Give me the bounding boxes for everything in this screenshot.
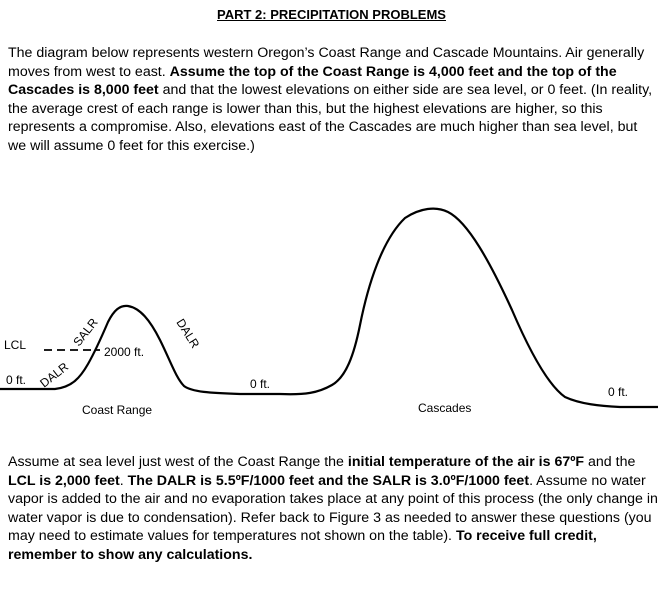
dalr-right-label: DALR	[173, 316, 203, 351]
elevation-2000-label: 2000 ft.	[104, 345, 145, 359]
dalr-left-label: DALR	[37, 359, 72, 391]
paragraph1-run: and that the lowest elevations on either side are sea level, or 0 feet. (In reality, the average crest of each range is lower than this, but the highest elevations are higher, so this represents a compromise. Also, elevations east of the Cascades are much higher than sea level, but we will assume 0 feet for this exercise.)	[8, 82, 653, 154]
zero-ft-middle-label: 0 ft.	[250, 377, 271, 391]
section-heading: PART 2: PRECIPITATION PROBLEMS	[217, 7, 446, 22]
paragraph2-run: LCL is 2,000 feet	[8, 472, 120, 489]
paragraph2-run: Assume at sea level just west of the Coast Range the	[8, 454, 348, 470]
cascades-label: Cascades	[418, 401, 472, 415]
instructions-paragraph	[8, 453, 658, 564]
paragraph1-run: The diagram below represents western Oregon’s Coast Range and Cascade Mountains. Air generally moves from west to east.	[8, 45, 645, 80]
intro-paragraph	[8, 44, 658, 155]
mountain-diagram	[0, 200, 663, 425]
salr-label: SALR	[70, 315, 101, 349]
paragraph2-run: .	[119, 472, 128, 489]
paragraph2-run: To receive full credit, remember to show any calculations.	[8, 528, 597, 563]
lcl-label: LCL	[4, 338, 27, 352]
paragraph2-run: initial temperature of the air is 67ºF	[347, 454, 585, 470]
paragraph2-run: and the	[584, 454, 636, 470]
paragraph1-run: Assume the top of the Coast Range is 4,000 feet and the top of the Cascades is 8,000 feet	[8, 63, 617, 98]
coast-range-label: Coast Range	[82, 403, 153, 417]
zero-ft-right-label: 0 ft.	[608, 385, 629, 399]
paragraph2-run: . Assume no water vapor is added to the air and no evaporation takes place at any point of this process (the only change in water vapor is due to condensation). Refer back to Figure 3 as needed to answer these questions (you may need to estimate values for temperatures not shown on the table).	[8, 472, 658, 544]
terrain-profile	[0, 209, 658, 407]
zero-ft-left-label: 0 ft.	[6, 373, 27, 387]
paragraph2-run: The DALR is 5.5ºF/1000 feet and the SALR is 3.0ºF/1000 feet	[127, 472, 530, 489]
